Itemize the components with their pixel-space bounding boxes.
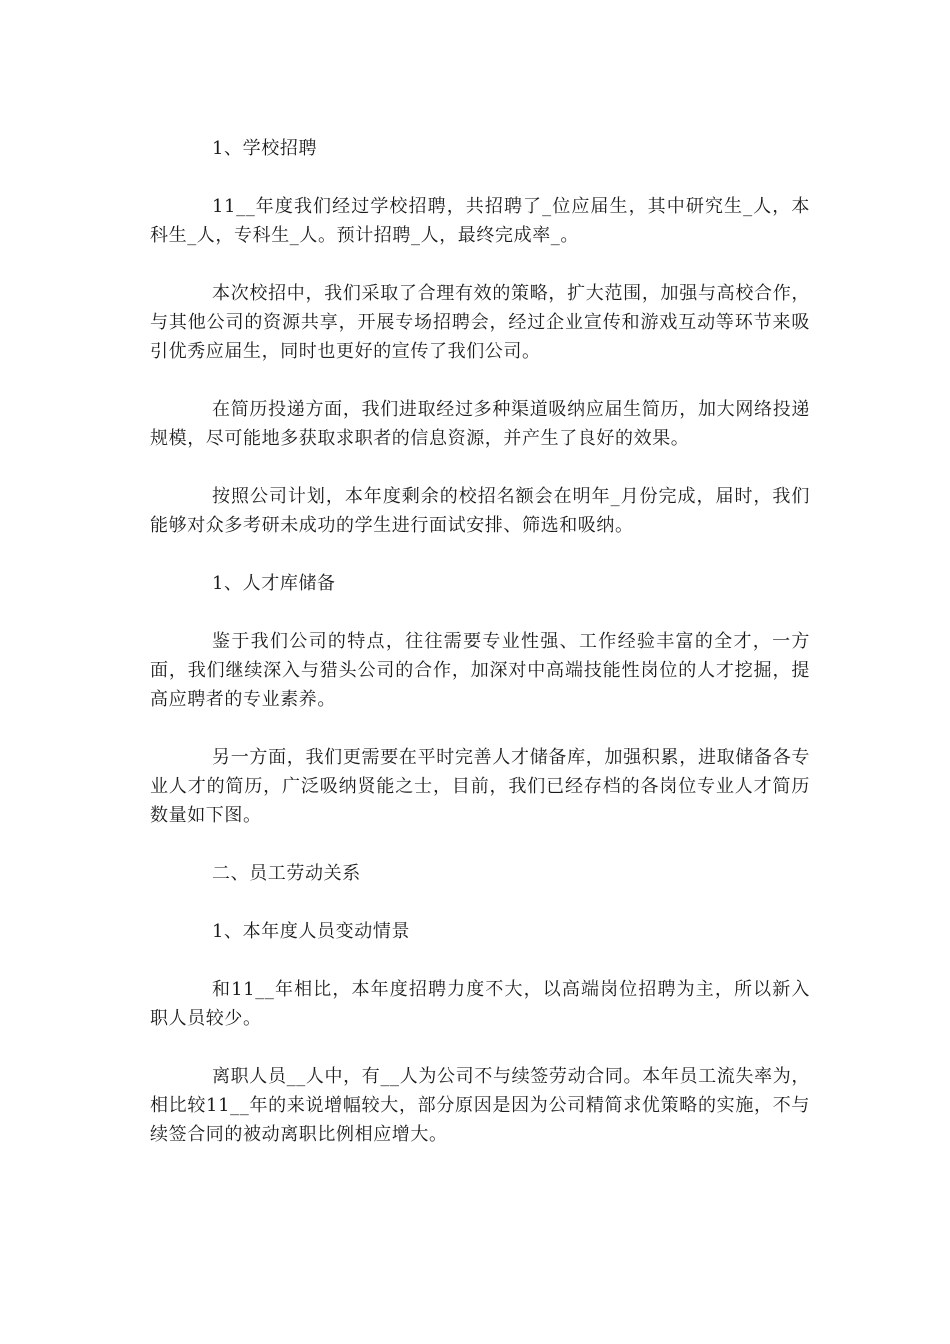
section-heading-school-recruitment: 1、学校招聘 <box>212 138 318 159</box>
paragraph-campus-strategy: 本次校招中，我们采取了合理有效的策略，扩大范围，加强与高校合作，与其他公司的资源共享，开展专场招聘会，经过企业宣传和游戏互动等环节来吸引优秀应届生，同时也更好的宣传了我们公司。 <box>150 283 810 362</box>
paragraph-recruitment-summary: 11__年度我们经过学校招聘，共招聘了_位应届生，其中研究生_人，本科生_人，专科生_人。预计招聘_人，最终完成率_。 <box>150 196 810 246</box>
paragraph-remaining-quota: 按照公司计划，本年度剩余的校招名额会在明年_月份完成，届时，我们能够对众多考研未成功的学生进行面试安排、筛选和吸纳。 <box>150 486 810 536</box>
paragraph-turnover: 离职人员__人中，有__人为公司不与续签劳动合同。本年员工流失率为，相比较11__年的来说增幅较大，部分原因是因为公司精简求优策略的实施，不与续签合同的被动离职比例相应增大。 <box>150 1066 810 1145</box>
document-body <box>150 134 810 1149</box>
section-heading-labor-relations: 二、员工劳动关系 <box>212 863 361 884</box>
section-heading-staff-changes: 1、本年度人员变动情景 <box>212 921 411 942</box>
section-heading-talent-pool: 1、人才库储备 <box>212 573 336 594</box>
paragraph-new-hires: 和11__年相比，本年度招聘力度不大，以高端岗位招聘为主，所以新入职人员较少。 <box>150 979 810 1029</box>
paragraph-headhunter-cooperation: 鉴于我们公司的特点，往往需要专业性强、工作经验丰富的全才，一方面，我们继续深入与猎头公司的合作，加深对中高端技能性岗位的人才挖掘，提高应聘者的专业素养。 <box>150 631 810 710</box>
paragraph-talent-reserve: 另一方面，我们更需要在平时完善人才储备库，加强积累，进取储备各专业人才的简历，广泛吸纳贤能之士，目前，我们已经存档的各岗位专业人才简历数量如下图。 <box>150 747 810 826</box>
paragraph-resume-channels: 在简历投递方面，我们进取经过多种渠道吸纳应届生简历，加大网络投递规模，尽可能地多获取求职者的信息资源，并产生了良好的效果。 <box>150 399 810 449</box>
